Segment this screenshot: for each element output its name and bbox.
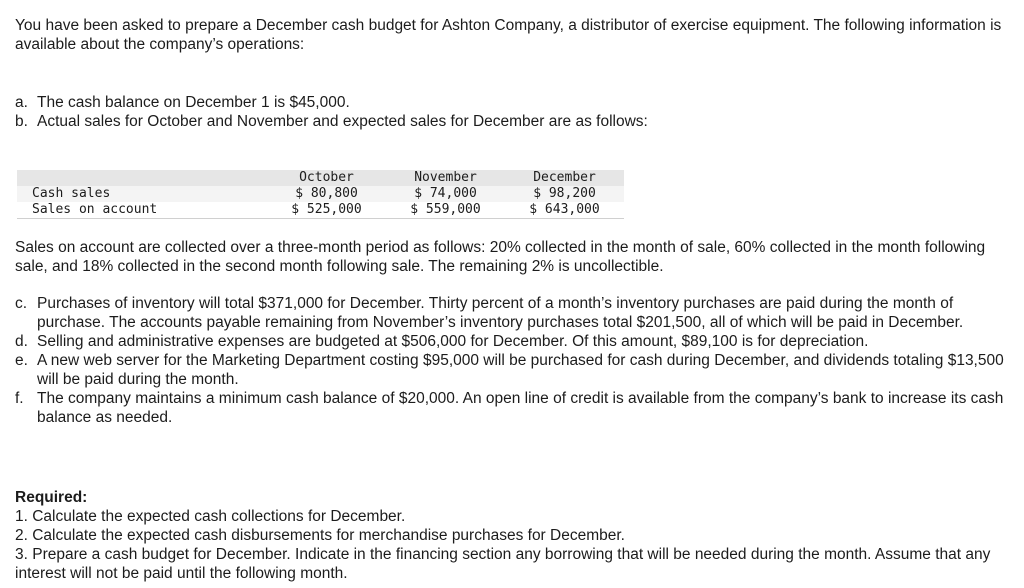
row-label: Sales on account [17,202,267,219]
list-item [15,294,1010,332]
fact-marker: b. [15,113,28,130]
required-item: 1. Calculate the expected cash collections for December. [15,508,406,525]
fact-item-b [15,112,1010,131]
sales-table [17,170,624,219]
table-row [17,202,624,219]
table-header-cell: October [267,170,386,186]
table-cell: $ 525,000 [267,202,386,219]
item-text: Purchases of inventory will total $371,000 for December. Thirty percent of a month’s inventory purchases are paid during the month of purchase. The accounts payable remaining from November’s inventory purchases total $201,500, all of which will be paid in December. [37,295,964,331]
required-item: 2. Calculate the expected cash disbursements for merchandise purchases for December. [15,527,625,544]
table-header-cell [17,170,267,186]
list-item [15,332,1010,351]
fact-marker: a. [15,94,28,111]
collection-paragraph: Sales on account are collected over a three-month period as follows: 20% collected in the month of sale, 60% collected in the month following sale, and 18% collected in the second month following sale. The remaining 2% is uncollectible. [15,239,986,275]
items-list [15,294,1010,427]
table-header-cell: November [386,170,505,186]
item-marker: c. [15,295,28,312]
facts-list [15,93,1010,131]
table-cell: $ 80,800 [267,186,386,202]
table-row [17,186,624,202]
required-item: 3. Prepare a cash budget for December. Indicate in the financing section any borrowing that will be needed during the month. Assume that any interest will not be paid until the following month. [15,546,991,582]
list-item [15,389,1010,427]
item-text: Selling and administrative expenses are budgeted at $506,000 for December. Of this amount, $89,100 is for depreciation. [37,333,869,350]
table-cell: $ 98,200 [505,186,624,202]
item-marker: f. [15,390,24,407]
table-cell: $ 74,000 [386,186,505,202]
intro-paragraph: You have been asked to prepare a December cash budget for Ashton Company, a distributor of exercise equipment. The following information is available about the company’s operations: [15,17,1002,53]
required-section [15,488,1010,583]
item-text: A new web server for the Marketing Department costing $95,000 will be purchased for cash during December, and dividends totaling $13,500 will be paid during the month. [37,352,1004,388]
fact-text: The cash balance on December 1 is $45,000. [37,94,350,111]
table-header-row [17,170,624,186]
fact-text: Actual sales for October and November and expected sales for December are as follows: [37,113,648,130]
table-cell: $ 643,000 [505,202,624,219]
table-cell: $ 559,000 [386,202,505,219]
fact-item-a [15,93,1010,112]
item-marker: d. [15,333,28,350]
list-item [15,351,1010,389]
row-label: Cash sales [17,186,267,202]
table-header-cell: December [505,170,624,186]
item-text: The company maintains a minimum cash balance of $20,000. An open line of credit is available from the company’s bank to increase its cash balance as needed. [37,390,1004,426]
required-heading: Required: [15,489,88,506]
item-marker: e. [15,352,28,369]
